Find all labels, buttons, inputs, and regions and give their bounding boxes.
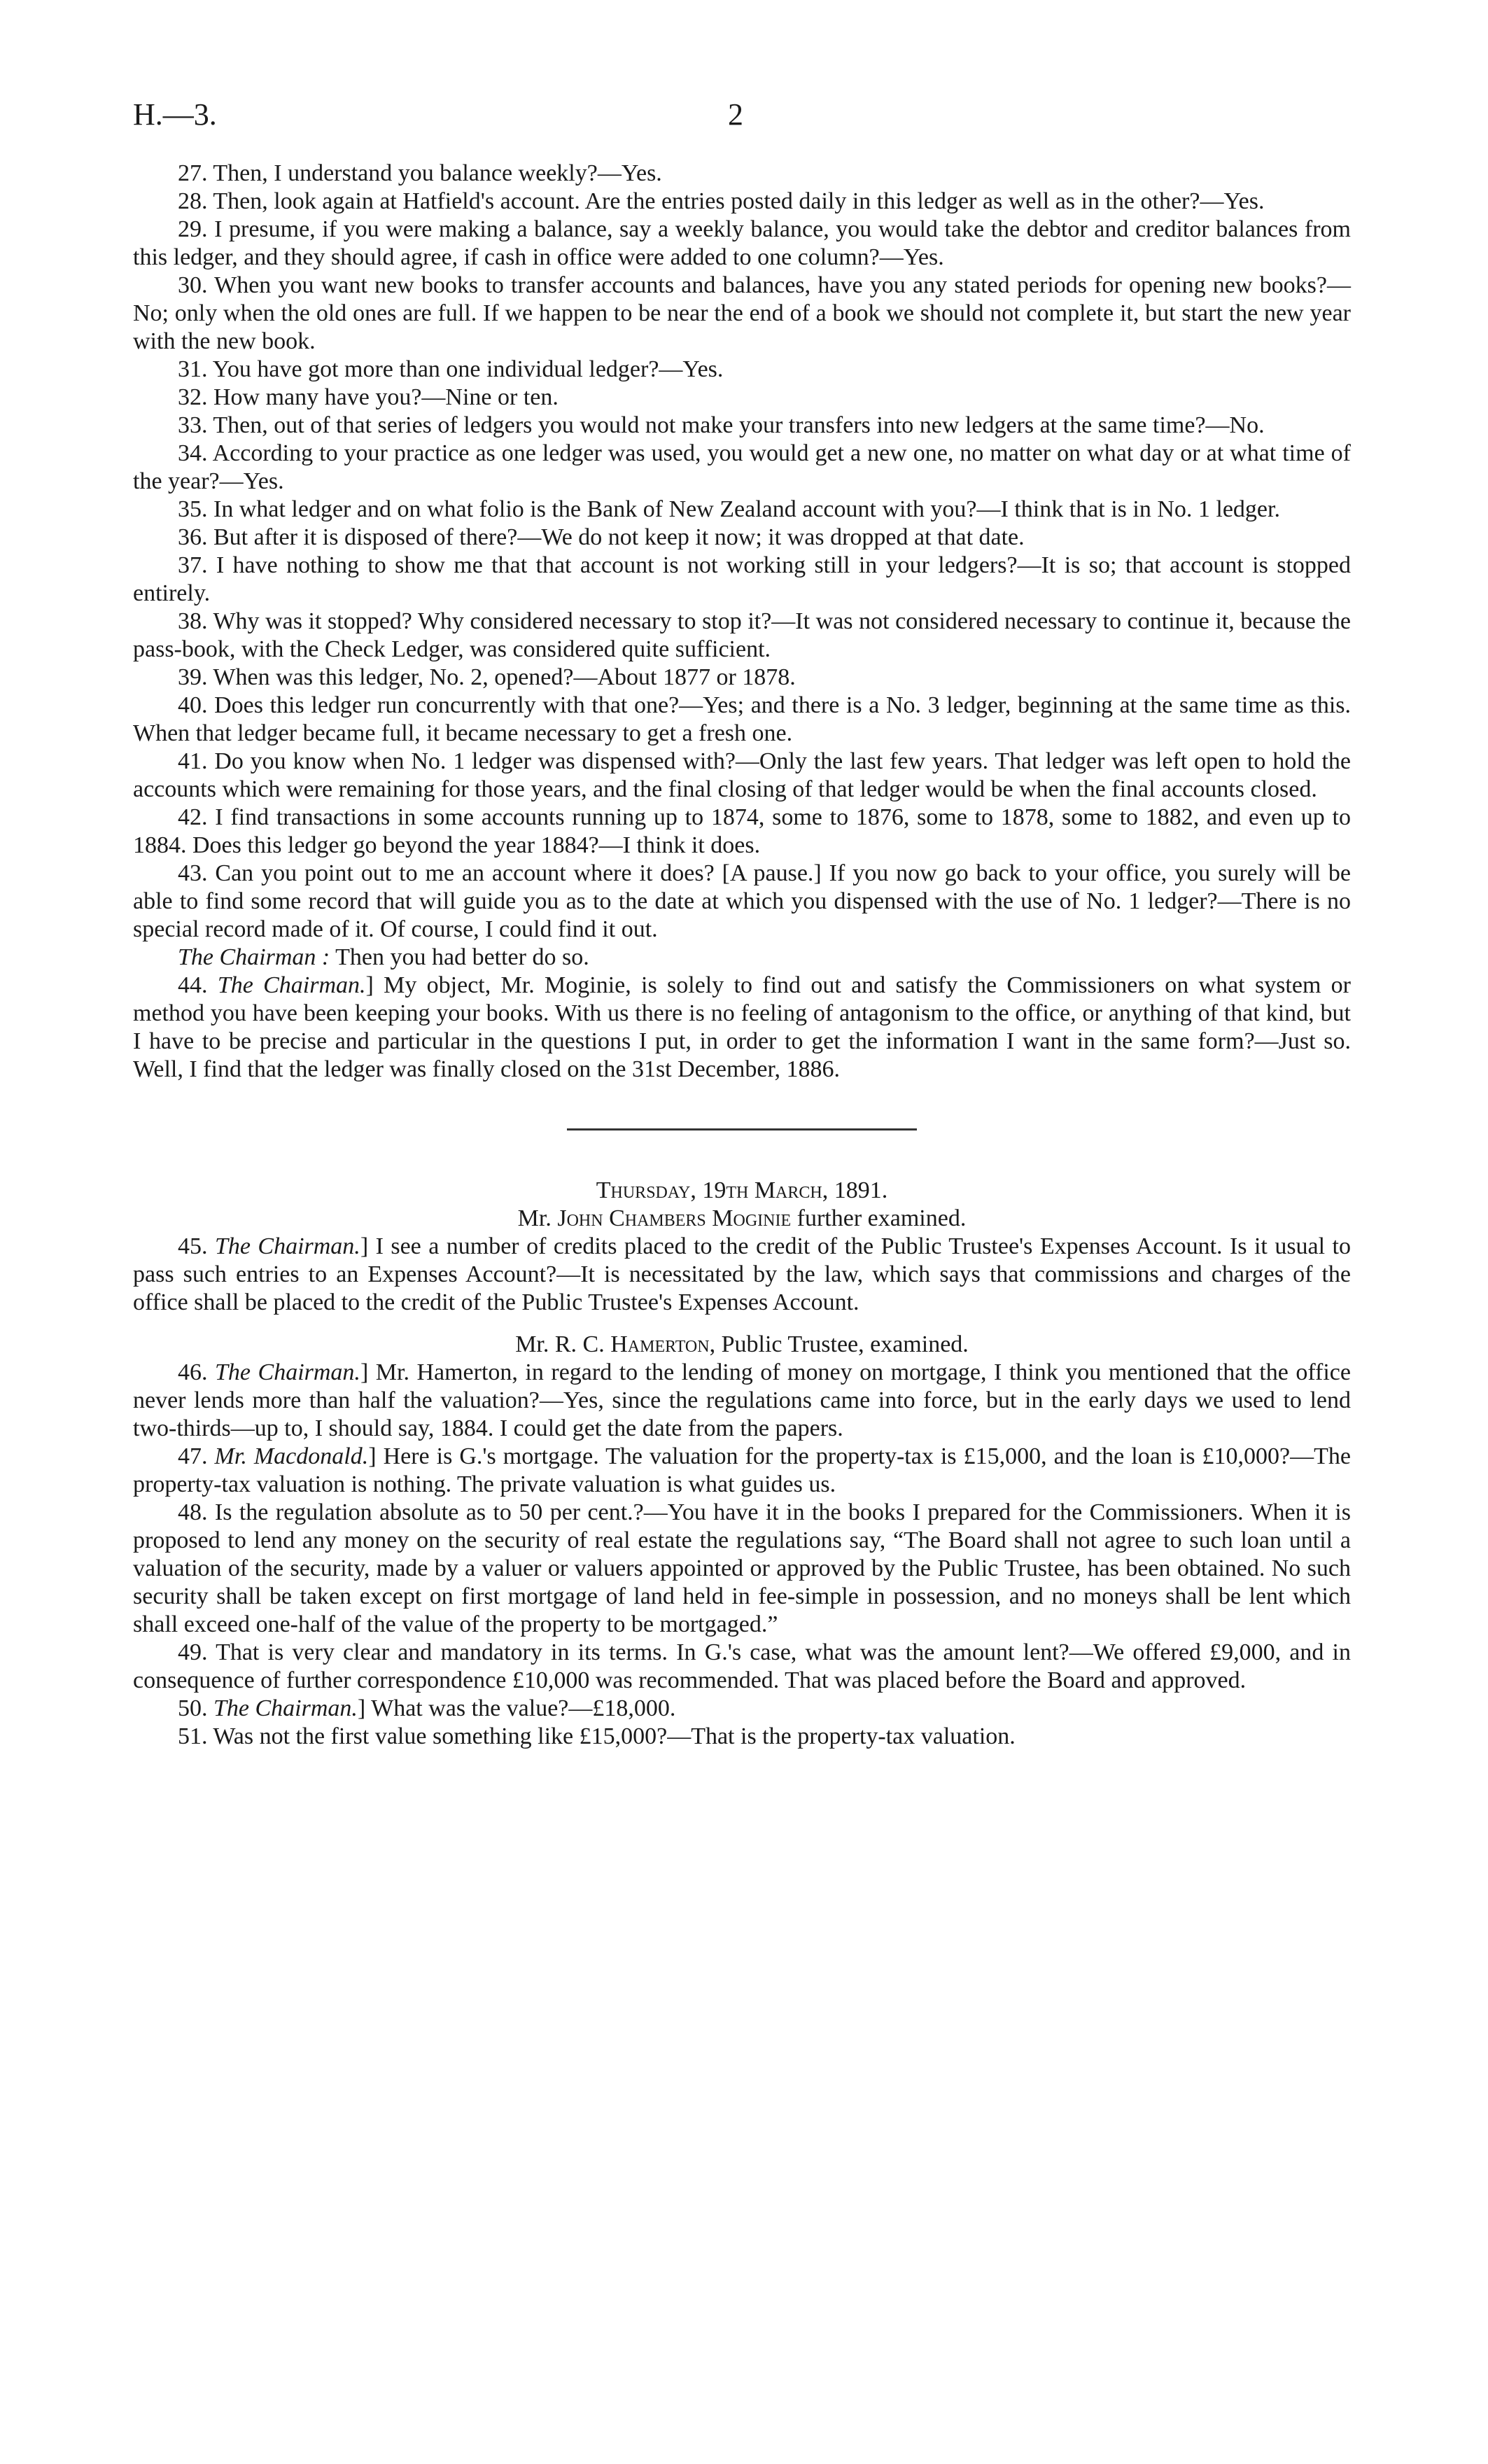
question-number: 50. — [178, 1695, 213, 1721]
question-44 — [133, 972, 1351, 1084]
remark-text: Then you had better do so. — [330, 944, 589, 970]
page-body — [133, 160, 1351, 1751]
witness-heading-moginie — [133, 1205, 1351, 1233]
question-35: 35. In what ledger and on what folio is the Bank of New Zealand account with you?—I think that is in No. 1 ledger. — [178, 496, 1280, 522]
question-39: 39. When was this ledger, No. 2, opened?—About 1877 or 1878. — [178, 664, 796, 690]
question-31: 31. You have got more than one individual ledger?—Yes. — [178, 356, 724, 382]
question-text: ] My object, Mr. Moginie, is solely to find out and satisfy the Commissioners on what system or method you have been keeping your books. With us there is no feeling of antagonism to the office, or anything of that kind, but I have to be precise and particular in the questions I put, in order to get the information I want in the same form?—Just so. Well, I find that the ledger was finally closed on the 31st December, 1886. — [133, 972, 1352, 1082]
question-46 — [133, 1359, 1351, 1443]
question-33: 33. Then, out of that series of ledgers you would not make your transfers into new ledgers at the same time?—No. — [178, 412, 1265, 438]
question-37: 37. I have nothing to show me that that account is not working still in your ledgers?—It is so; that account is stopped entirely. — [133, 552, 1351, 606]
question-number: 47. — [178, 1443, 215, 1469]
speaker-name: Mr. Macdonald. — [214, 1443, 369, 1469]
question-38: 38. Why was it stopped? Why considered necessary to stop it?—It was not considered necessary to continue it, because the pass-book, with the Check Ledger, was considered quite sufficient. — [133, 608, 1351, 662]
question-36: 36. But after it is disposed of there?—We do not keep it now; it was dropped at that date. — [178, 524, 1025, 550]
question-48: 48. Is the regulation absolute as to 50 per cent.?—You have it in the books I prepared for the Commissioners. When it is proposed to lend any money on the security of real estate the regulations say, “The Board shall not agree to such loan until a valuation of the security, made by a valuer or valuers appointed or approved by the Public Trustee, has been obtained. No such security shall be taken except on first mortgage of land held in fee-simple in possession, and no moneys shall be lent which shall exceed one-half of the value of the property to be mortgaged.” — [133, 1499, 1351, 1637]
question-number: 44. — [178, 972, 218, 998]
question-49: 49. That is very clear and mandatory in its terms. In G.'s case, what was the amount lent?—We offered £9,000, and in consequence of further correspondence £10,000 was recommended. That was placed before the Board and approved. — [133, 1639, 1351, 1693]
question-43: 43. Can you point out to me an account where it does? [A pause.] If you now go back to your office, you surely will be able to find some record that will guide you as to the date at which you dispensed with the use of No. 1 ledger?—There is no special record made of it. Of course, I could find it out. — [133, 860, 1351, 942]
question-text: ] I see a number of credits placed to the credit of the Public Trustee's Expenses Account. Is it usual to pass such entries to an Expenses Account?—It is necessitated by the law, which says that commissions and charges of the office shall be placed to the credit of the Public Trustee's Expenses Account. — [133, 1233, 1351, 1315]
question-47 — [133, 1443, 1351, 1499]
witness-heading-hamerton — [133, 1331, 1351, 1359]
witness-name: John Chambers Moginie — [557, 1205, 792, 1231]
question-50 — [133, 1695, 1351, 1723]
page-number: 2 — [728, 97, 743, 132]
question-40: 40. Does this ledger run concurrently with that one?—Yes; and there is a No. 3 ledger, beginning at the same time as this. When that ledger became full, it became necessary to get a fresh one. — [133, 692, 1351, 746]
question-41: 41. Do you know when No. 1 ledger was dispensed with?—Only the last few years. That ledger was left open to hold the accounts which were remaining for those years, and the final closing of that ledger would be when the final accounts closed. — [133, 748, 1351, 802]
speaker-name: The Chairman : — [178, 944, 330, 970]
witness-suffix: , Public Trustee, examined. — [709, 1331, 969, 1357]
witness-prefix: Mr. R. C. — [515, 1331, 611, 1357]
date-heading: Thursday, 19th March, 1891. — [596, 1177, 888, 1203]
speaker-name: The Chairman. — [217, 972, 366, 998]
question-32: 32. How many have you?—Nine or ten. — [178, 384, 559, 410]
question-29: 29. I presume, if you were making a balance, say a weekly balance, you would take the debtor and creditor balances from this ledger, and they should agree, if cash in office were added to one column?—Yes. — [133, 216, 1351, 270]
witness-suffix: further examined. — [791, 1205, 967, 1231]
question-text: ] Here is G.'s mortgage. The valuation for the property-tax is £15,000, and the loan is £10,000?—The property-tax valuation is nothing. The private valuation is what guides us. — [133, 1443, 1352, 1497]
chairman-remark — [133, 944, 1351, 972]
question-42: 42. I find transactions in some accounts running up to 1874, some to 1876, some to 1878, some to 1882, and even up to 1884. Does this ledger go beyond the year 1884?—I think it does. — [133, 804, 1351, 858]
question-27: 27. Then, I understand you balance weekly?—Yes. — [178, 160, 662, 186]
page-header — [133, 97, 1351, 139]
question-number: 46. — [178, 1359, 216, 1385]
document-reference: H.—3. — [133, 97, 217, 132]
question-text: ] What was the value?—£18,000. — [357, 1695, 676, 1721]
witness-prefix: Mr. — [517, 1205, 558, 1231]
question-text: ] Mr. Hamerton, in regard to the lending of money on mortgage, I think you mentioned that the office never lends more than half the valuation?—Yes, since the regulations came into force, but in the early days we used to lend two-thirds—up to, I should say, 1884. I could get the date from the papers. — [133, 1359, 1351, 1441]
section-divider — [567, 1128, 917, 1130]
speaker-name: The Chairman. — [213, 1695, 358, 1721]
speaker-name: The Chairman. — [215, 1359, 360, 1385]
question-28: 28. Then, look again at Hatfield's account. Are the entries posted daily in this ledger as well as in the other?—Yes. — [178, 188, 1265, 214]
question-51: 51. Was not the first value something like £15,000?—That is the property-tax valuation. — [178, 1723, 1016, 1749]
question-45 — [133, 1233, 1351, 1317]
question-number: 45. — [178, 1233, 215, 1259]
speaker-name: The Chairman. — [214, 1233, 360, 1259]
question-30: 30. When you want new books to transfer accounts and balances, have you any stated periods for opening new books?—No; only when the old ones are full. If we happen to be near the end of a book we should not complete it, but start the new year with the new book. — [133, 272, 1351, 354]
witness-name: Hamerton — [610, 1331, 710, 1357]
question-34: 34. According to your practice as one ledger was used, you would get a new one, no matter on what day or at what time of the year?—Yes. — [133, 440, 1351, 494]
